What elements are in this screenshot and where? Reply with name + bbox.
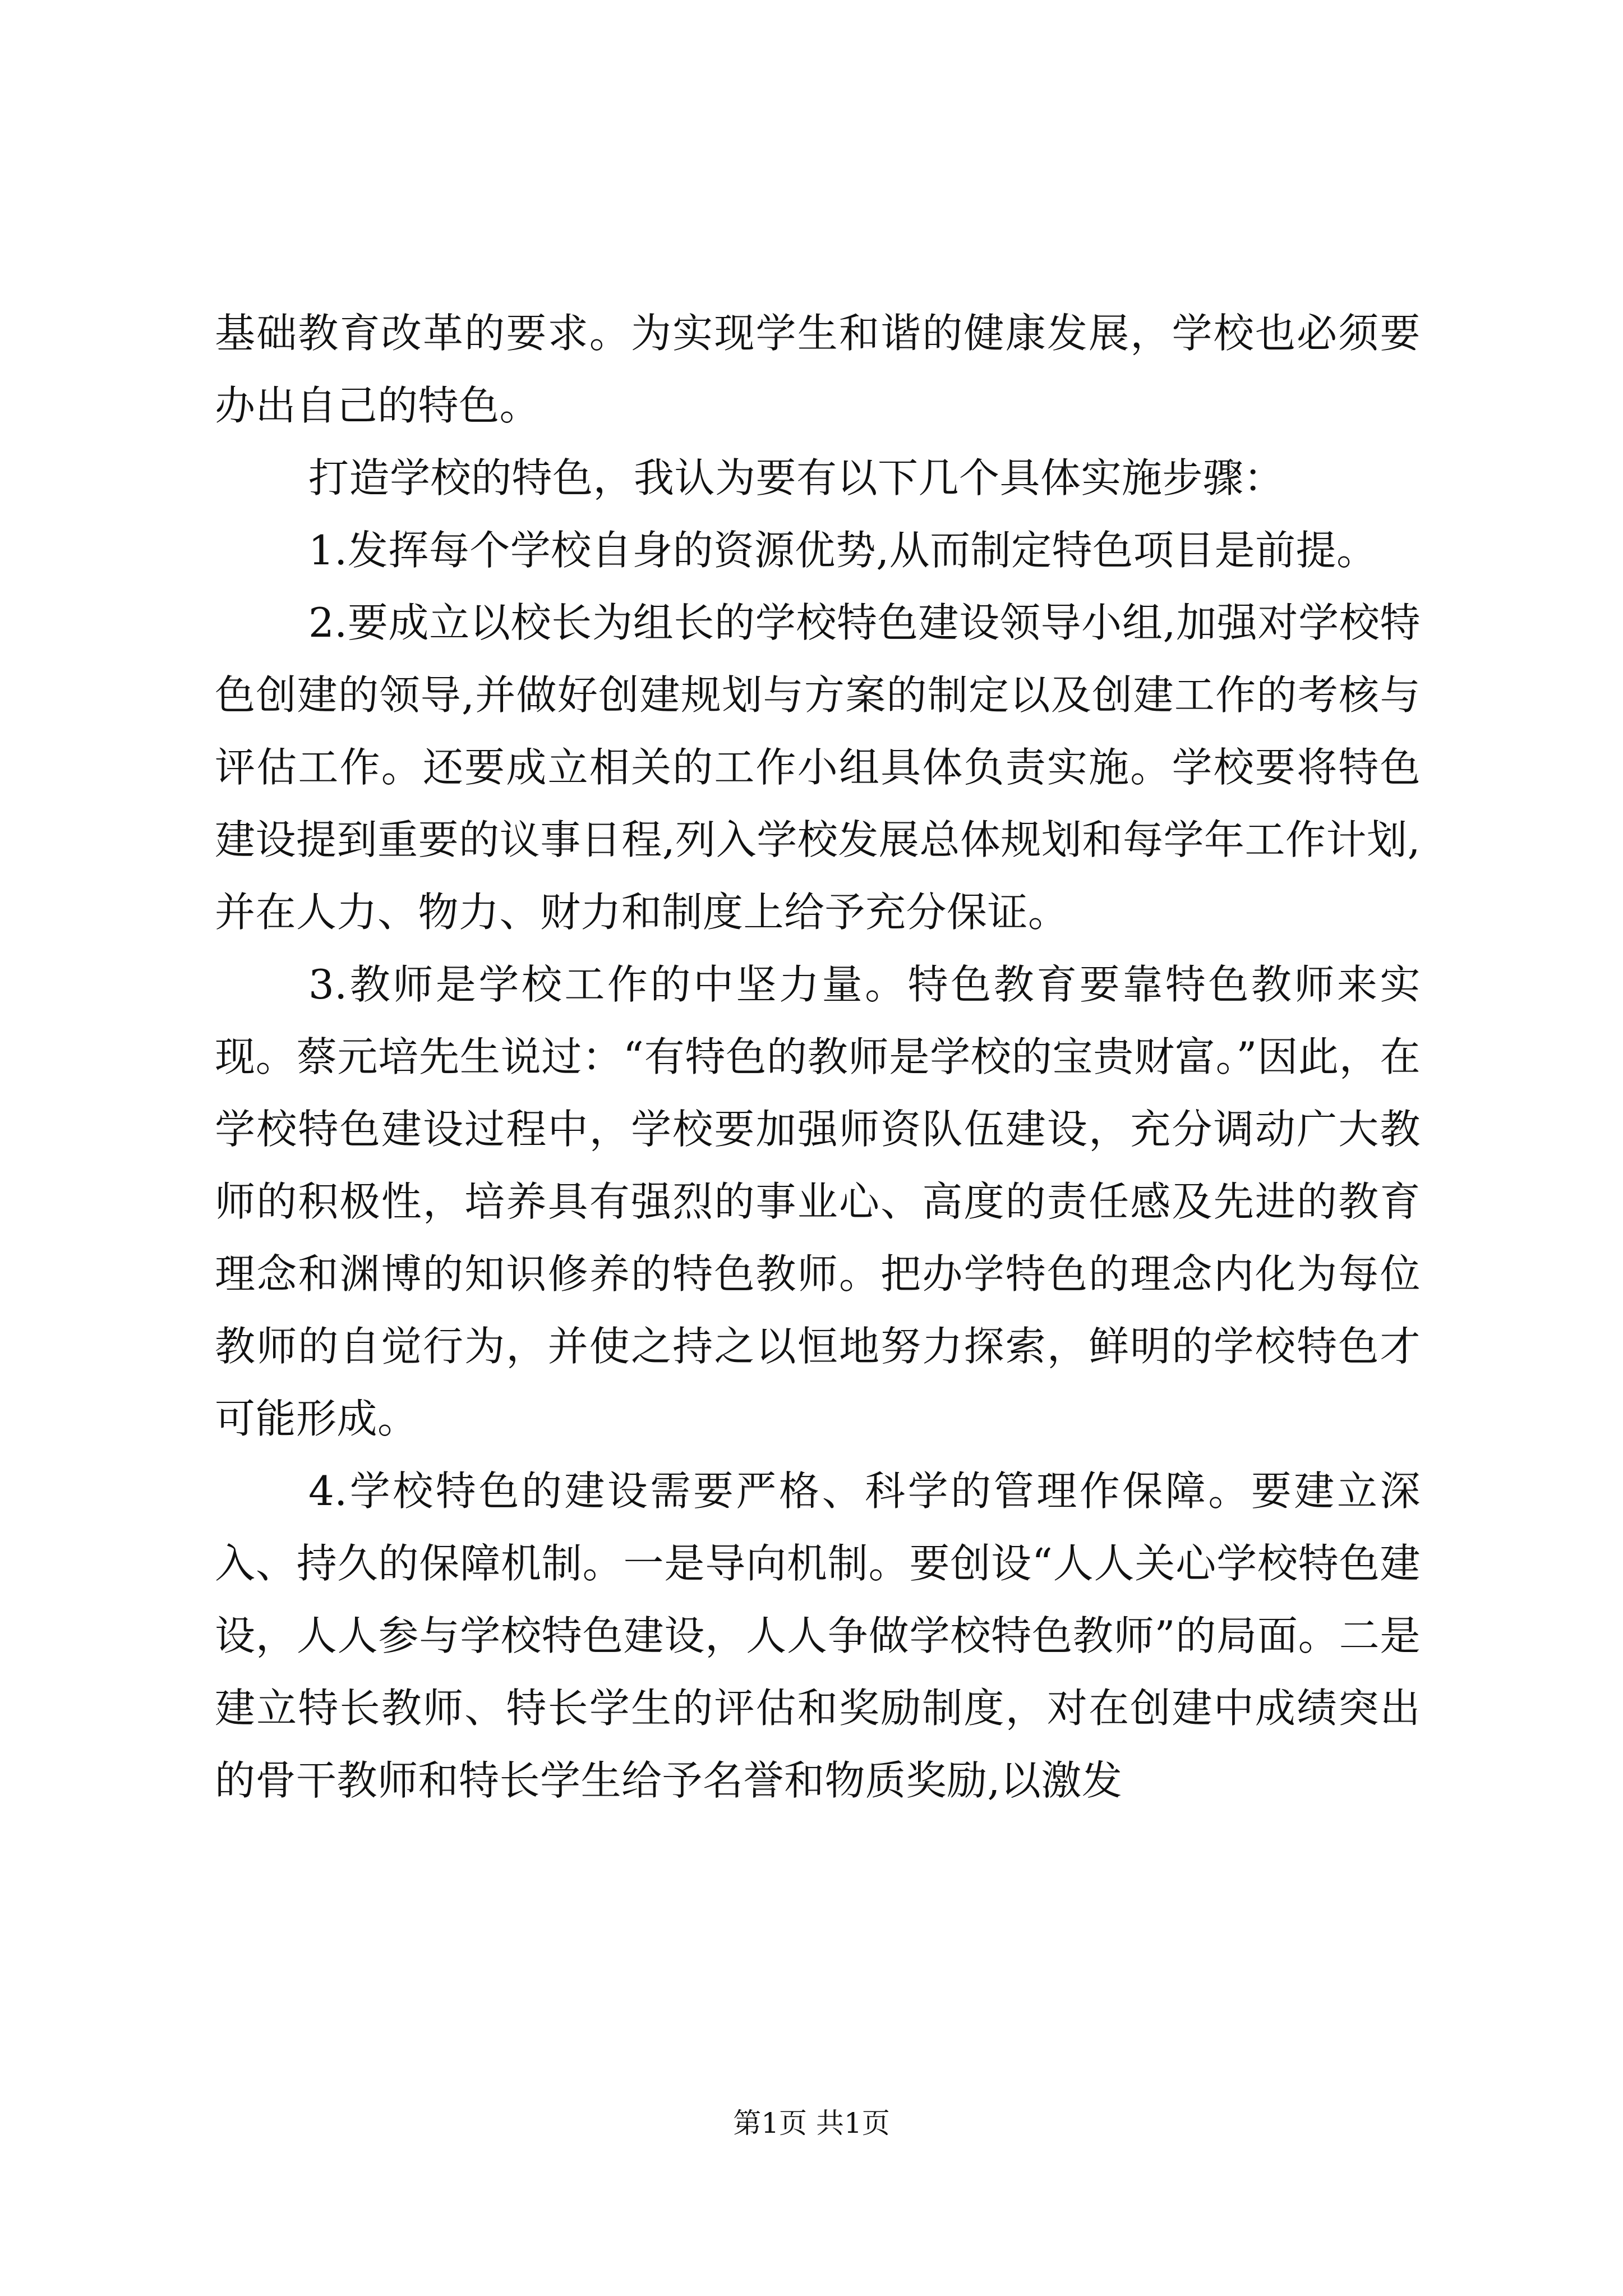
paragraph-steps-intro: 打造学校的特色，我认为要有以下几个具体实施步骤： [308,454,1285,501]
paragraph-step-3: 3.教师是学校工作的中坚力量。特色教育要靠特色教师来实现。蔡元培先生说过：“有特色的教师是学校的宝贵财富。”因此，在学校特色建设过程中，学校要加强师资队伍建设，充分调动广大教师的积极性，培养具有强烈的事业心、高度的责任感及先进的教育理念和渊博的知识修养的特色教师。把办学特色的理念内化为每位教师的自觉行为，并使之持之以恒地努力探索，鲜明的学校特色才可能形成。 [215,961,1421,1442]
paragraph-step-4: 4.学校特色的建设需要严格、科学的管理作保障。要建立深入、持久的保障机制。一是导向机制。要创设“人人关心学校特色建设，人人参与学校特色建设，人人争做学校特色教师”的局面。二是建立特长教师、特长学生的评估和奖励制度，对在创建中成绩突出的骨干教师和特长学生给予名誉和物质奖励,以激发 [215,1467,1421,1804]
page-footer: 第1页 共1页 [733,2107,890,2139]
paragraph-continuation: 基础教育改革的要求。为实现学生和谐的健康发展，学校也必须要办出自己的特色。 [215,310,1421,429]
document-body [215,297,1421,1817]
paragraph-step-2: 2.要成立以校长为组长的学校特色建设领导小组,加强对学校特色创建的领导,并做好创建规划与方案的制定以及创建工作的考核与评估工作。还要成立相关的工作小组具体负责实施。学校要将特色建设提到重要的议事日程,列入学校发展总体规划和每学年工作计划,并在人力、物力、财力和制度上给予充分保证。 [215,599,1421,936]
paragraph-step-1: 1.发挥每个学校自身的资源优势,从而制定特色项目是前提。 [308,527,1377,574]
